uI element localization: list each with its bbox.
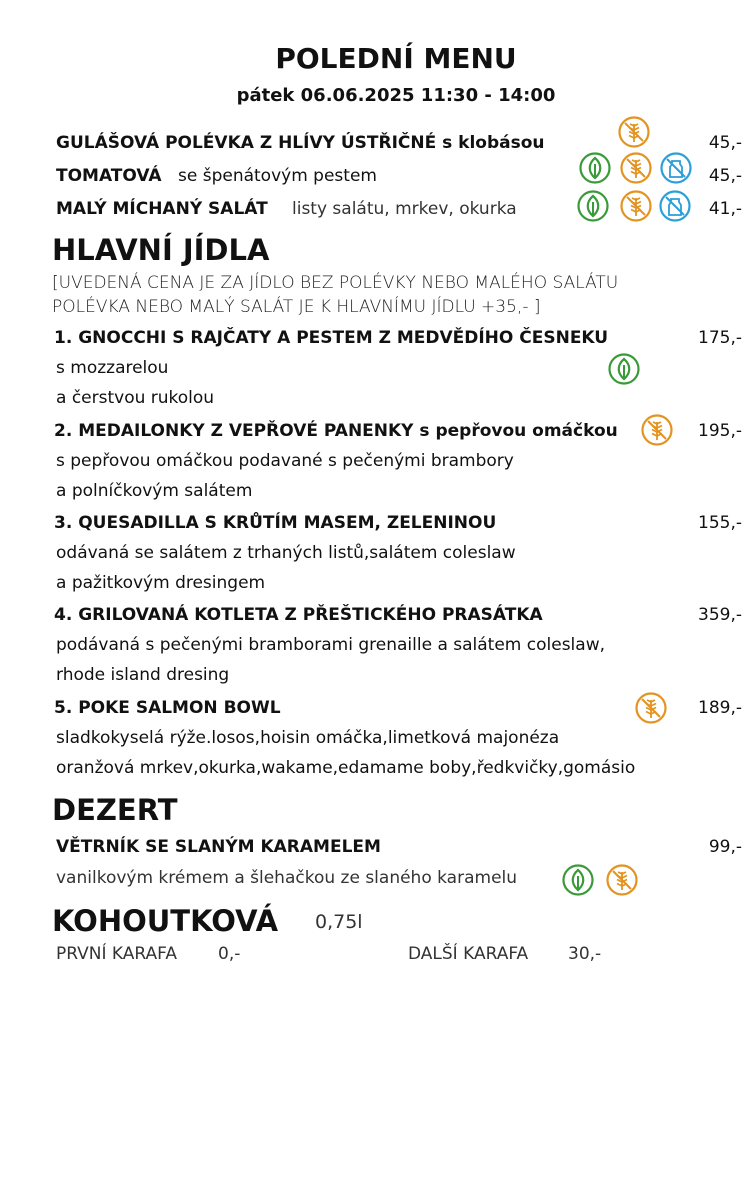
soup-2-price: 45,- — [708, 166, 742, 186]
main-2-desc-1: s pepřovou omáčkou podavané s pečenými brambory — [56, 451, 514, 471]
salad-price: 41,- — [708, 199, 742, 219]
main-heading: HLAVNÍ JÍDLA — [52, 233, 270, 267]
main-3-desc-2: a pažitkovým dresingem — [56, 573, 266, 593]
tap-water-volume: 0,75l — [315, 911, 363, 933]
vegetarian-leaf-icon — [608, 353, 640, 385]
main-1-desc-2: a čerstvou rukolou — [56, 388, 215, 408]
soup-1-price: 45,- — [708, 133, 742, 153]
soup-1-name: GULÁŠOVÁ POLÉVKA Z HLÍVY ÚSTŘIČNÉ s klobásou — [56, 133, 545, 153]
first-carafe-label: PRVNÍ KARAFA — [56, 944, 177, 964]
vegetarian-leaf-icon — [579, 152, 611, 184]
main-4-desc-2: rhode island dresing — [56, 665, 230, 685]
main-2-name: 2. MEDAILONKY Z VEPŘOVÉ PANENKY s pepřovou omáčkou — [54, 421, 618, 441]
vegetarian-leaf-icon — [562, 864, 594, 896]
menu-date-line: pátek 06.06.2025 11:30 - 14:00 — [236, 85, 556, 106]
first-carafe-price: 0,- — [218, 944, 241, 964]
gluten-free-icon — [620, 152, 652, 184]
main-3-price: 155,- — [698, 513, 742, 533]
next-carafe-price: 30,- — [568, 944, 602, 964]
main-note-line-2: POLÉVKA NEBO MALÝ SALÁT JE K HLAVNÍMU JÍDLU +35,- ] — [52, 297, 541, 317]
main-3-name: 3. QUESADILLA S KRŮTÍM MASEM, ZELENINOU — [54, 513, 497, 533]
tap-water-heading: KOHOUTKOVÁ — [52, 904, 279, 938]
soup-2-name: TOMATOVÁ — [56, 166, 162, 186]
vegetarian-leaf-icon — [577, 190, 609, 222]
dessert-desc: vanilkovým krémem a šlehačkou ze slaného karamelu — [56, 868, 518, 888]
gluten-free-icon — [620, 190, 652, 222]
menu-title: POLEDNÍ MENU — [275, 42, 517, 75]
main-1-price: 175,- — [698, 328, 742, 348]
main-4-desc-1: podávaná s pečenými bramborami grenaille a salátem coleslaw, — [56, 635, 606, 655]
dessert-price: 99,- — [708, 837, 742, 857]
gluten-free-icon — [635, 692, 667, 724]
main-5-name: 5. POKE SALMON BOWL — [54, 698, 281, 718]
main-1-name: 1. GNOCCHI S RAJČATY A PESTEM Z MEDVĚDÍHO ČESNEKU — [54, 328, 609, 348]
main-3-desc-1: odávaná se salátem z trhaných listů,salátem coleslaw — [56, 543, 516, 563]
main-5-desc-1: sladkokyselá rýže.losos,hoisin omáčka,limetková majonéza — [56, 728, 560, 748]
dessert-heading: DEZERT — [52, 793, 178, 827]
main-5-desc-2: oranžová mrkev,okurka,wakame,edamame boby,ředkvičky,gomásio — [56, 758, 636, 778]
main-4-price: 359,- — [698, 605, 742, 625]
next-carafe-label: DALŠÍ KARAFA — [408, 944, 529, 964]
main-4-name: 4. GRILOVANÁ KOTLETA Z PŘEŠTICKÉHO PRASÁTKA — [54, 605, 543, 625]
lactose-free-icon — [659, 190, 691, 222]
gluten-free-icon — [618, 116, 650, 148]
gluten-free-icon — [606, 864, 638, 896]
main-1-desc-1: s mozzarelou — [56, 358, 169, 378]
salad-desc: listy salátu, mrkev, okurka — [292, 199, 517, 219]
main-2-desc-2: a polníčkovým salátem — [56, 481, 253, 501]
main-note-line-1: [UVEDENÁ CENA JE ZA JÍDLO BEZ POLÉVKY NEBO MALÉHO SALÁTU — [52, 273, 619, 293]
salad-name: MALÝ MÍCHANÝ SALÁT — [56, 199, 268, 219]
main-2-price: 195,- — [698, 421, 742, 441]
lactose-free-icon — [660, 152, 692, 184]
dessert-name: VĚTRNÍK SE SLANÝM KARAMELEM — [56, 837, 381, 857]
main-5-price: 189,- — [698, 698, 742, 718]
gluten-free-icon — [641, 414, 673, 446]
soup-2-desc: se špenátovým pestem — [178, 166, 377, 186]
